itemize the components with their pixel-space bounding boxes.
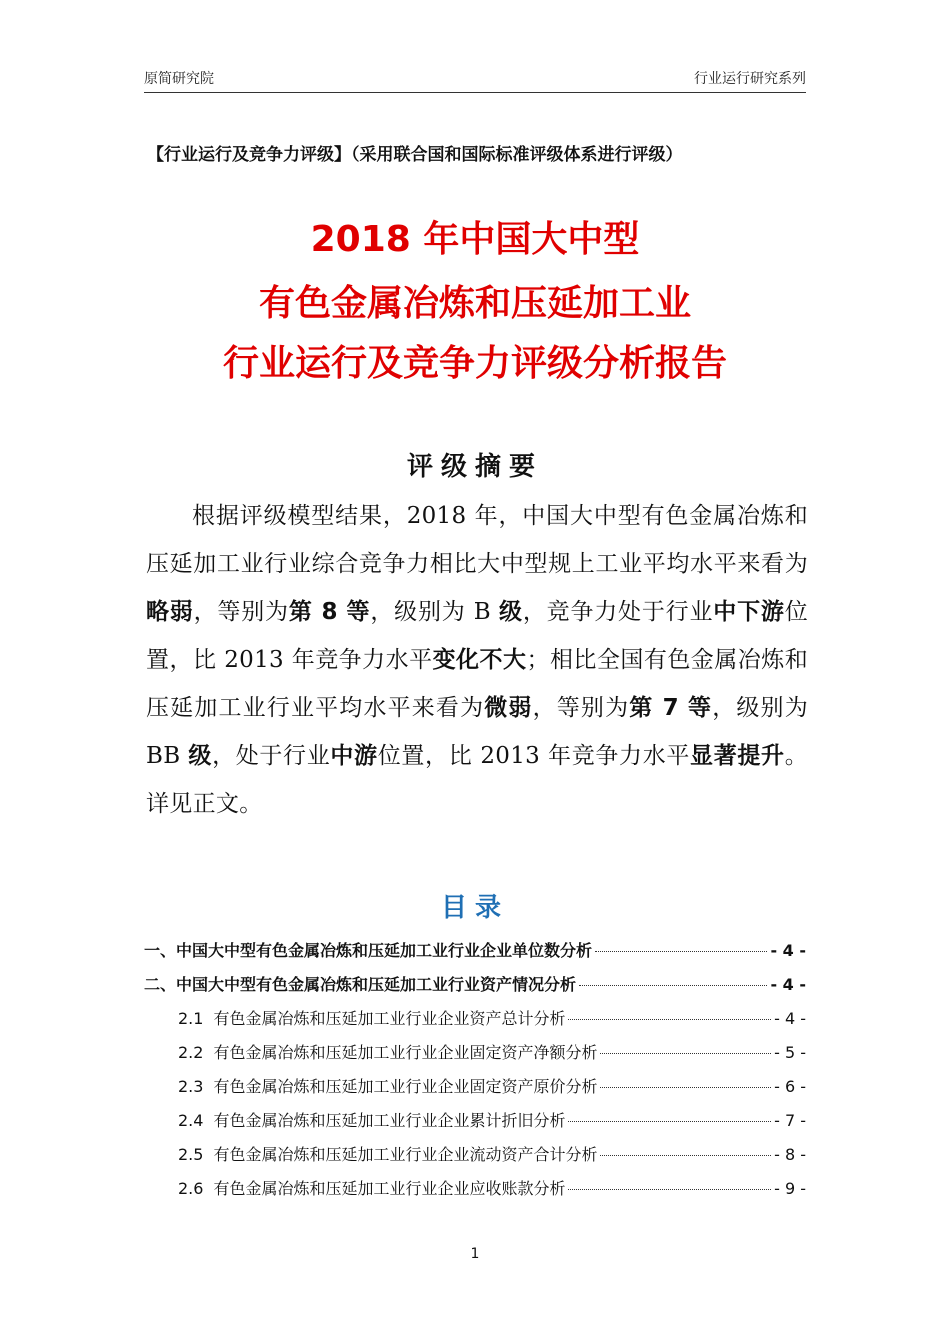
toc-dot-leader — [568, 1121, 771, 1122]
toc-subentry[interactable] — [144, 1074, 806, 1108]
toc-subentry[interactable] — [144, 1108, 806, 1142]
toc-subentry-title: 有色金属冶炼和压延加工业行业企业应收账款分析 — [213, 1179, 566, 1198]
summary-text: ，级别为 B — [370, 599, 500, 625]
summary-highlight: 变化不大 — [432, 647, 527, 673]
summary-text: 。详见正文。 — [146, 743, 808, 817]
toc-dot-leader — [600, 1087, 771, 1088]
toc-subentry-page: - 6 - — [774, 1077, 806, 1096]
toc-subentry-title: 有色金属冶炼和压延加工业行业企业资产总计分析 — [213, 1009, 566, 1028]
report-subtitle: 【行业运行及竞争力评级】（采用联合国和国际标准评级体系进行评级） — [147, 145, 683, 165]
summary-highlight: 略弱 — [146, 599, 194, 625]
toc-dot-leader — [600, 1053, 771, 1054]
toc-entry-title: 一、中国大中型有色金属冶炼和压延加工业行业企业单位数分析 — [144, 941, 593, 960]
toc-dot-leader — [568, 1189, 771, 1190]
toc-subentry-number: 2.6 — [178, 1179, 204, 1198]
toc-heading: 目录 — [440, 893, 509, 923]
summary-text: 位置，比 2013 年竞争力水平 — [146, 599, 809, 673]
summary-paragraph — [146, 492, 808, 828]
toc-subentry-title: 有色金属冶炼和压延加工业行业企业流动资产合计分析 — [213, 1145, 598, 1164]
toc-entry-title: 二、中国大中型有色金属冶炼和压延加工业行业资产情况分析 — [144, 975, 577, 994]
report-title-line-2: 有色金属冶炼和压延加工业 — [258, 283, 691, 324]
toc-subentry-title: 有色金属冶炼和压延加工业行业企业固定资产原价分析 — [213, 1077, 598, 1096]
toc-subentry-title: 有色金属冶炼和压延加工业行业企业累计折旧分析 — [213, 1111, 566, 1130]
toc-subentry-page: - 4 - — [774, 1009, 806, 1028]
summary-highlight: 微弱 — [484, 695, 533, 721]
summary-highlight: 第 7 等 — [629, 695, 713, 721]
summary-text: 位置，比 2013 年竞争力水平 — [377, 743, 691, 769]
toc-subentry[interactable] — [144, 1040, 806, 1074]
summary-highlight: 显著提升 — [690, 743, 785, 769]
toc-dot-leader — [595, 951, 767, 952]
summary-text: ，等别为 — [532, 695, 630, 721]
toc-subentry-number: 2.2 — [178, 1043, 204, 1062]
toc-subentry-number: 2.4 — [178, 1111, 204, 1130]
toc-subentry-page: - 9 - — [774, 1179, 806, 1198]
toc-entry-page: - 4 - — [770, 975, 806, 994]
header-right-label: 行业运行研究系列 — [694, 71, 806, 87]
summary-text: ，级别为 BB — [146, 695, 809, 769]
table-of-contents — [144, 938, 806, 1210]
summary-highlight: 级 — [499, 599, 523, 625]
toc-subentry[interactable] — [144, 1006, 806, 1040]
toc-subentry[interactable] — [144, 1142, 806, 1176]
toc-dot-leader — [579, 985, 767, 986]
toc-subentry-number: 2.1 — [178, 1009, 204, 1028]
toc-subentry-number: 2.3 — [178, 1077, 204, 1096]
toc-subentry-number: 2.5 — [178, 1145, 204, 1164]
report-title-line-3: 行业运行及竞争力评级分析报告 — [222, 343, 727, 384]
summary-text: 根据评级模型结果，2018 年，中国大中型有色金属冶炼和压延加工业行业综合竞争力相比大中型规上工业平均水平来看为 — [146, 503, 808, 577]
toc-entry[interactable] — [144, 938, 806, 972]
toc-entry-page: - 4 - — [770, 941, 806, 960]
summary-text: ，处于行业 — [212, 743, 331, 769]
summary-highlight: 第 8 等 — [288, 599, 371, 625]
toc-subentry[interactable] — [144, 1176, 806, 1210]
toc-subentry-title: 有色金属冶炼和压延加工业行业企业固定资产净额分析 — [213, 1043, 598, 1062]
summary-text: ，竞争力处于行业 — [522, 599, 714, 625]
summary-text: ，等别为 — [193, 599, 289, 625]
report-title-line-1: 2018 年中国大中型 — [310, 219, 640, 260]
toc-subentry-page: - 5 - — [774, 1043, 806, 1062]
header-left-label: 原简研究院 — [144, 71, 214, 87]
toc-dot-leader — [600, 1155, 771, 1156]
toc-entry[interactable] — [144, 972, 806, 1006]
summary-highlight: 中下游 — [713, 599, 785, 625]
summary-heading: 评级摘要 — [406, 452, 543, 482]
summary-highlight: 中游 — [330, 743, 378, 769]
page-number: 1 — [470, 1246, 480, 1262]
summary-text: ；相比全国有色金属冶炼和压延加工业行业平均水平来看为 — [146, 647, 809, 721]
header-divider — [144, 92, 806, 93]
toc-subentry-page: - 7 - — [774, 1111, 806, 1130]
summary-highlight: 级 — [188, 743, 213, 769]
toc-subentry-page: - 8 - — [774, 1145, 806, 1164]
toc-dot-leader — [568, 1019, 771, 1020]
